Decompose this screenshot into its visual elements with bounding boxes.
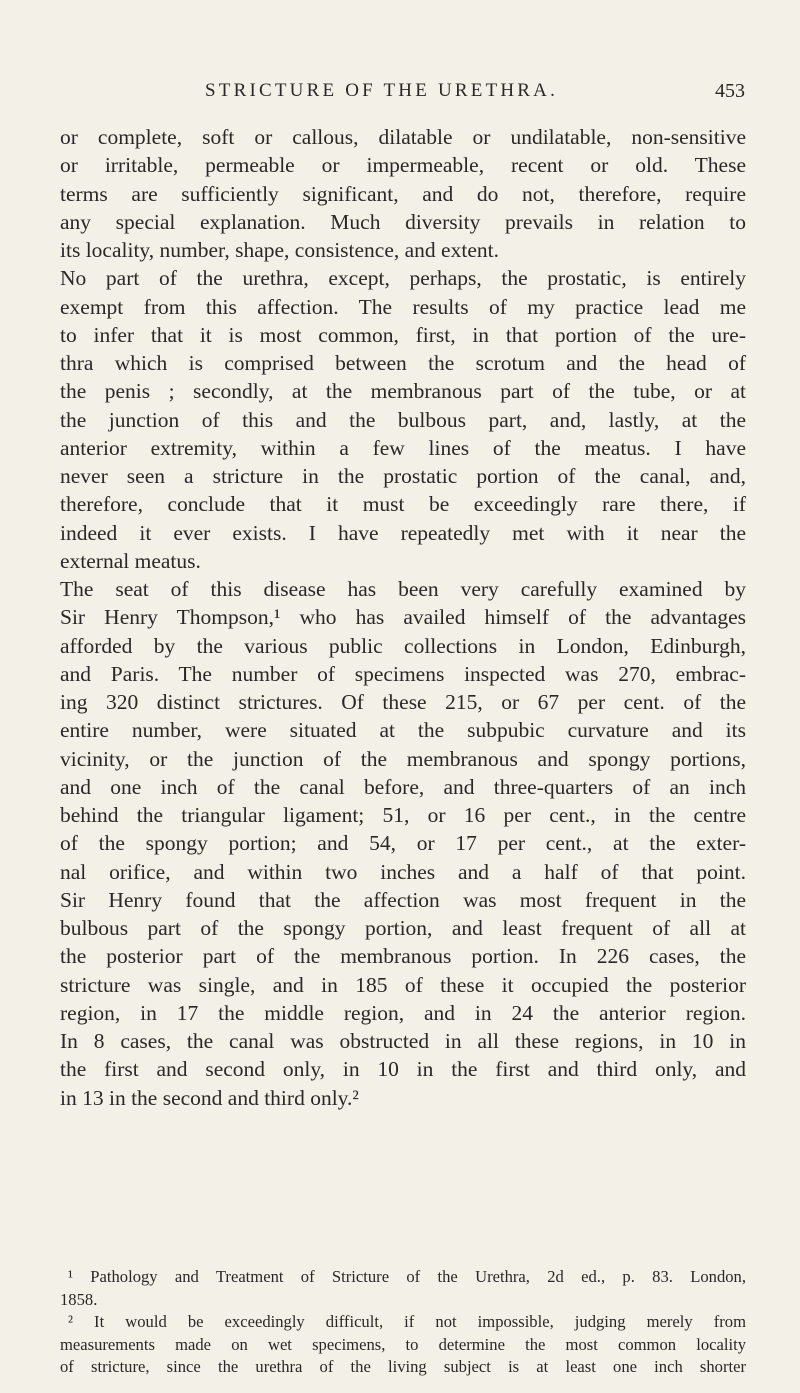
text-line: Sir Henry Thompson,¹ who has availed himself of the advantages: [60, 605, 746, 630]
text-line: or irritable, permeable or impermeable, recent or old. These: [60, 153, 746, 178]
text-line: never seen a stricture in the prostatic portion of the canal, and,: [60, 464, 746, 488]
page-number: 453: [715, 80, 745, 102]
footnotes: [60, 1266, 746, 1379]
text-line: stricture was single, and in 185 of these it occupied the posterior: [60, 972, 746, 997]
text-line: ing 320 distinct strictures. Of these 215, or 67 per cent. of the: [60, 690, 746, 714]
body-text: [60, 123, 746, 1112]
text-line: and Paris. The number of specimens inspected was 270, embrac-: [60, 661, 746, 686]
text-line: any special explanation. Much diversity prevails in relation to: [60, 209, 746, 234]
text-line: terms are sufficiently significant, and do not, therefore, require: [60, 181, 746, 206]
text-line: afforded by the various public collections in London, Edinburgh,: [60, 633, 746, 658]
footnote-line: of stricture, since the urethra of the living subject is at least one inch shorter: [60, 1357, 746, 1376]
text-line: and one inch of the canal before, and three-quarters of an inch: [60, 774, 746, 799]
text-line: behind the triangular ligament; 51, or 16 per cent., in the centre: [60, 803, 746, 827]
footnote-line: ¹ Pathology and Treatment of Stricture of the Urethra, 2d ed., p. 83. London,: [68, 1267, 746, 1286]
text-line: bulbous part of the spongy portion, and least frequent of all at: [60, 916, 746, 940]
text-line: its locality, number, shape, consistence, and extent.: [60, 238, 499, 262]
text-line: No part of the urethra, except, perhaps, the prostatic, is entirely: [60, 266, 746, 291]
text-line: region, in 17 the middle region, and in 24 the anterior region.: [60, 1000, 746, 1025]
text-line: external meatus.: [60, 548, 201, 573]
text-line: Sir Henry found that the affection was most frequent in the: [60, 887, 746, 912]
footnote-line: measurements made on wet specimens, to determine the most common locality: [60, 1334, 746, 1354]
footnote-line: ² It would be exceedingly difficult, if not impossible, judging merely from: [68, 1312, 746, 1331]
page-header: [205, 80, 745, 110]
text-line: therefore, conclude that it must be exceedingly rare there, if: [60, 492, 746, 517]
text-line: nal orifice, and within two inches and a half of that point.: [60, 859, 746, 884]
text-line: the penis ; secondly, at the membranous part of the tube, or at: [60, 379, 746, 404]
text-line: The seat of this disease has been very carefully examined by: [60, 577, 746, 601]
text-line: indeed it ever exists. I have repeatedly met with it near the: [60, 520, 746, 545]
text-line: or complete, soft or callous, dilatable or undilatable, non-sensitive: [60, 125, 746, 149]
running-head: STRICTURE OF THE URETHRA.: [205, 80, 559, 101]
text-line: entire number, were situated at the subpubic curvature and its: [60, 718, 746, 743]
text-line: the first and second only, in 10 in the first and third only, and: [60, 1057, 746, 1082]
text-line: vicinity, or the junction of the membranous and spongy portions,: [60, 746, 746, 771]
text-line: thra which is comprised between the scrotum and the head of: [60, 351, 746, 375]
text-line: the junction of this and the bulbous part, and, lastly, at the: [60, 407, 746, 432]
text-line: to infer that it is most common, first, in that portion of the ure-: [60, 322, 746, 347]
text-line: In 8 cases, the canal was obstructed in all these regions, in 10 in: [60, 1029, 746, 1053]
text-line: the posterior part of the membranous portion. In 226 cases, the: [60, 944, 746, 969]
text-line: in 13 in the second and third only.²: [60, 1085, 359, 1110]
text-line: anterior extremity, within a few lines of the meatus. I have: [60, 435, 746, 460]
footnote-line: 1858.: [60, 1289, 98, 1309]
text-line: of the spongy portion; and 54, or 17 per cent., at the exter-: [60, 831, 746, 856]
text-line: exempt from this affection. The results of my practice lead me: [60, 294, 746, 319]
